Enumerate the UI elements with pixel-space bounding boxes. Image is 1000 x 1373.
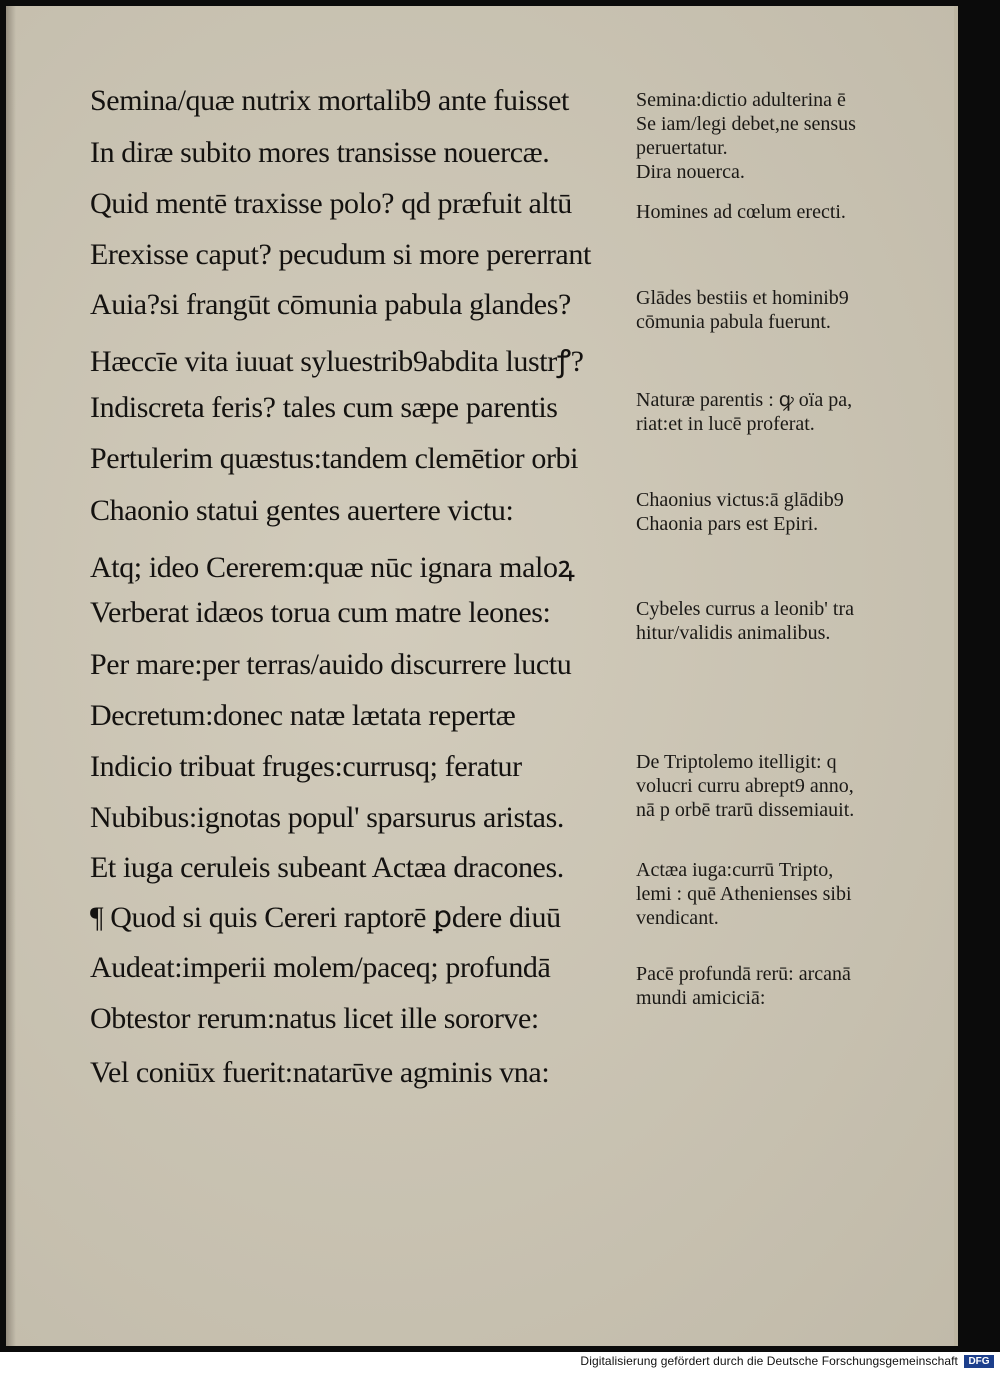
marginal-gloss	[636, 858, 936, 930]
verse-line: Auia?si frangūt cōmunia pabula glandes?	[90, 288, 571, 321]
gloss-line: peruertatur.	[636, 137, 728, 159]
verse-line: Indicio tribuat fruges:currusq; feratur	[90, 750, 522, 783]
verse-line: Chaonio statui gentes auertere victu:	[90, 494, 514, 527]
gloss-line: Semina:dictio adulterina ē	[636, 89, 846, 111]
gloss-line: Chaonius victus:ā glādib9	[636, 489, 844, 511]
verse-line: Indiscreta feris? tales cum sæpe parentis	[90, 391, 558, 424]
marginal-gloss	[636, 286, 936, 334]
marginal-gloss	[636, 200, 936, 224]
dfg-logo-icon: DFG	[964, 1355, 994, 1368]
gloss-line: hitur/validis animalibus.	[636, 622, 831, 644]
page-gutter-shadow	[6, 6, 16, 1346]
gloss-line: Naturæ parentis : ꝙ oïa pa,	[636, 389, 853, 411]
gloss-line: Cybeles currus a leonib' tra	[636, 598, 854, 620]
verse-line: Pertulerim quæstus:tandem clemētior orbi	[90, 442, 579, 475]
gloss-line: lemi : quē Athenienses sibi	[636, 883, 852, 905]
marginal-gloss	[636, 488, 936, 536]
gloss-line: Se iam/legi debet,ne sensus	[636, 113, 856, 135]
verse-line: Per mare:per terras/auido discurrere luctu	[90, 648, 572, 681]
verse-line: Audeat:imperii molem/paceq; profundā	[90, 951, 551, 984]
gloss-line: riat:et in lucē proferat.	[636, 413, 815, 435]
verse-line: In diræ subito mores transisse nouercæ.	[90, 136, 550, 169]
gloss-line: De Triptolemo itelligit: q	[636, 751, 837, 773]
marginal-gloss	[636, 388, 936, 436]
verse-line: Decretum:donec natæ lætata repertæ	[90, 699, 516, 732]
verse-line: Atq; ideo Cererem:quæ nūc ignara maloꝝ	[90, 551, 575, 584]
gloss-line: mundi amiciciā:	[636, 987, 766, 1009]
gloss-line: vendicant.	[636, 907, 719, 929]
marginal-gloss	[636, 88, 936, 184]
gloss-line: Glādes bestiis et hominib9	[636, 287, 849, 309]
verse-line: Quid mentē traxisse polo? qd præfuit altū	[90, 187, 572, 220]
verse-line: Vel coniūx fuerit:natarūve agminis vna:	[90, 1056, 550, 1089]
gloss-line: Pacē profundā rerū: arcanā	[636, 963, 851, 985]
marginal-gloss	[636, 962, 936, 1010]
verse-line: Erexisse caput? pecudum si more pererrant	[90, 238, 591, 271]
verse-line: Semina/quæ nutrix mortalib9 ante fuisset	[90, 84, 569, 117]
verse-line: Et iuga ceruleis subeant Actæa dracones.	[90, 851, 564, 884]
verse-line: Obtestor rerum:natus licet ille sororve:	[90, 1002, 539, 1035]
funding-credit: Digitalisierung gefördert durch die Deutsche Forschungsgemeinschaft	[580, 1354, 958, 1368]
gloss-line: volucri curru abrept9 anno,	[636, 775, 854, 797]
verse-line: Verberat idæos torua cum matre leones:	[90, 596, 551, 629]
footer-bar	[0, 1352, 1000, 1373]
gloss-line: cōmunia pabula fuerunt.	[636, 311, 831, 333]
verse-line: ¶ Quod si quis Cereri raptorē ꝑdere diuū	[90, 901, 561, 934]
gloss-line: Actæa iuga:currū Tripto,	[636, 859, 834, 881]
marginal-gloss	[636, 597, 936, 645]
gloss-line: Chaonia pars est Epiri.	[636, 513, 819, 535]
verse-line: Hæccīe vita iuuat syluestrib9abdita lustrꝭ?	[90, 345, 584, 378]
gloss-line: Homines ad cœlum erecti.	[636, 201, 846, 223]
gloss-line: Dira nouerca.	[636, 161, 745, 183]
gloss-line: nā p orbē trarū dissemiauit.	[636, 799, 855, 821]
verse-line: Nubibus:ignotas popul' sparsurus aristas.	[90, 801, 564, 834]
marginal-gloss	[636, 750, 936, 822]
